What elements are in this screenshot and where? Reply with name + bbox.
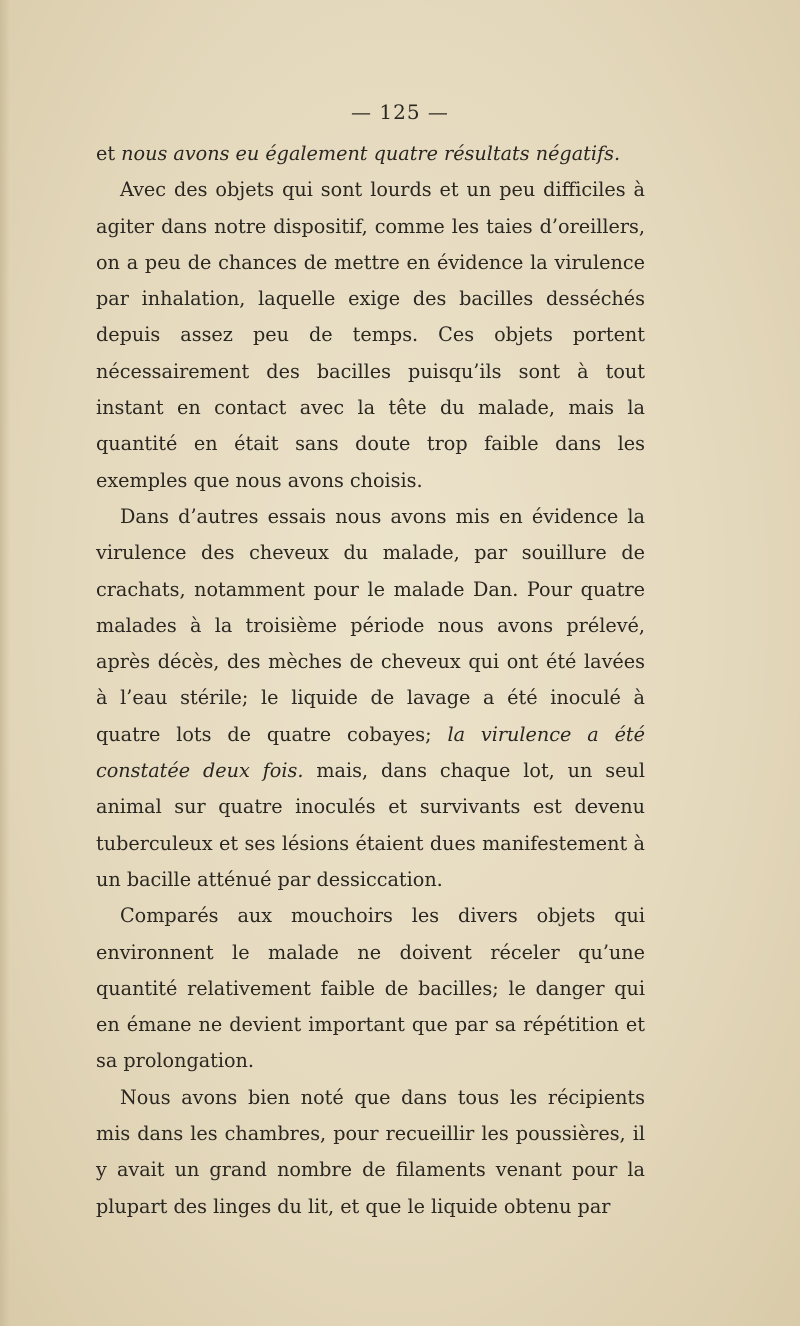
text-segment: Comparés aux mouchoirs les divers objets qui environnent le malade ne doivent réceler qu’une quantité relativement faible de bacilles; le danger qui en émane ne devient important que par sa répétition et sa prolongation. xyxy=(96,904,645,1073)
page-number: — 125 — xyxy=(351,100,449,124)
paragraph-continuation xyxy=(96,136,645,172)
text-segment-italic: la virulence a été constatée deux fois. xyxy=(96,722,645,783)
paragraph xyxy=(96,898,645,1079)
text-segment-italic: nous avons eu également quatre résultats négatifs. xyxy=(121,142,621,165)
paragraph xyxy=(96,1080,645,1225)
text-segment: et xyxy=(96,142,122,165)
text-segment: Dans d’autres essais nous avons mis en évidence la virulence des cheveux du malade, par souillure de crachats, notamment pour le malade Dan. Pour quatre malades à la troisième période nous avons prélevé, après décès, des mèches de cheveux qui ont été lavées à l’eau stérile; le liquide de lavage a été inoculé à quatre lots de quatre cobayes; xyxy=(96,504,645,746)
text-segment: Nous avons bien noté que dans tous les récipients mis dans les chambres, pour recueillir les poussières, il y avait un grand nombre de filaments venant pour la plupart des linges du lit, et que le liquide obtenu par xyxy=(96,1085,645,1218)
paragraph xyxy=(96,172,645,499)
page-binding-shadow xyxy=(0,0,10,1326)
body-text xyxy=(96,136,645,1225)
text-segment: mais, dans chaque lot, un seul animal sur quatre inoculés et survivants est devenu tuberculeux et ses lésions étaient dues manifestement à un bacille atténué par dessiccation. xyxy=(96,759,646,891)
paragraph xyxy=(96,499,645,898)
text-segment: Avec des objets qui sont lourds et un peu difficiles à agiter dans notre dispositif, comme les taies d’oreillers, on a peu de chances de mettre en évidence la virulence par inhalation, laquelle exige des bacilles desséchés depuis assez peu de temps. Ces objets portent nécessairement des bacilles puisqu’ils sont à tout instant en contact avec la tête du malade, mais la quantité en était sans doute trop faible dans les exemples que nous avons choisis. xyxy=(96,178,645,492)
